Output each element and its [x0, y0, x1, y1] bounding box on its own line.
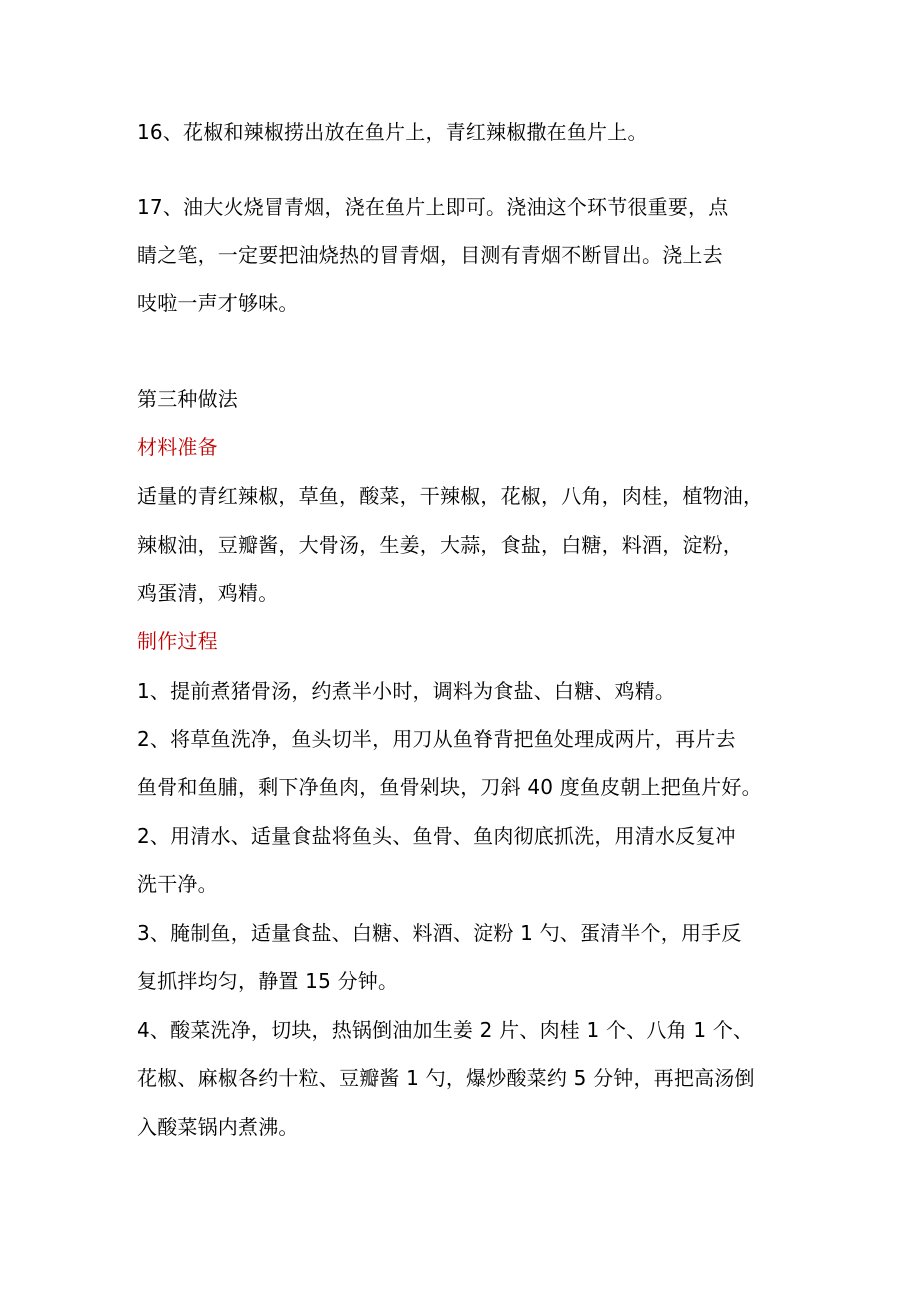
- process-line-2: 2、将草鱼洗净，鱼头切半，用刀从鱼脊背把鱼处理成两片，再片去: [137, 727, 736, 751]
- process-line-8: 4、酸菜洗净，切块，热锅倒油加生姜 2 片、肉桂 1 个、八角 1 个、: [137, 1018, 754, 1042]
- method-3-title: 第三种做法: [137, 387, 238, 411]
- process-line-4: 2、用清水、适量食盐将鱼头、鱼骨、鱼肉彻底抓洗，用清水反复冲: [137, 824, 736, 848]
- step-17-line-1: 17、油大火烧冒青烟，浇在鱼片上即可。浇油这个环节很重要，点: [137, 195, 729, 219]
- process-line-9: 花椒、麻椒各约十粒、豆瓣酱 1 勺，爆炒酸菜约 5 分钟，再把高汤倒: [137, 1066, 755, 1090]
- materials-line-1: 适量的青红辣椒，草鱼，酸菜，干辣椒，花椒，八角，肉桂，植物油，: [137, 484, 764, 508]
- process-line-10: 入酸菜锅内煮沸。: [137, 1115, 299, 1139]
- step-16-text: 16、花椒和辣椒捞出放在鱼片上，青红辣椒撒在鱼片上。: [137, 120, 648, 144]
- materials-heading: 材料准备: [137, 435, 218, 459]
- process-line-1: 1、提前煮猪骨汤，约煮半小时，调料为食盐、白糖、鸡精。: [137, 679, 676, 703]
- materials-line-2: 辣椒油，豆瓣酱，大骨汤，生姜，大蒜，食盐，白糖，料酒，淀粉，: [137, 533, 743, 557]
- materials-line-3: 鸡蛋清，鸡精。: [137, 581, 279, 605]
- step-17-line-2: 睛之笔，一定要把油烧热的冒青烟，目测有青烟不断冒出。浇上去: [137, 243, 723, 267]
- process-line-5: 洗干净。: [137, 872, 218, 896]
- process-line-3: 鱼骨和鱼脯，剩下净鱼肉，鱼骨剁块，刀斜 40 度鱼皮朝上把鱼片好。: [137, 775, 762, 799]
- process-line-7: 复抓拌均匀，静置 15 分钟。: [137, 969, 399, 993]
- process-line-6: 3、腌制鱼，适量食盐、白糖、料酒、淀粉 1 勺、蛋清半个，用手反: [137, 921, 742, 945]
- step-17-line-3: 吱啦一声才够味。: [137, 291, 299, 315]
- process-heading: 制作过程: [137, 629, 218, 653]
